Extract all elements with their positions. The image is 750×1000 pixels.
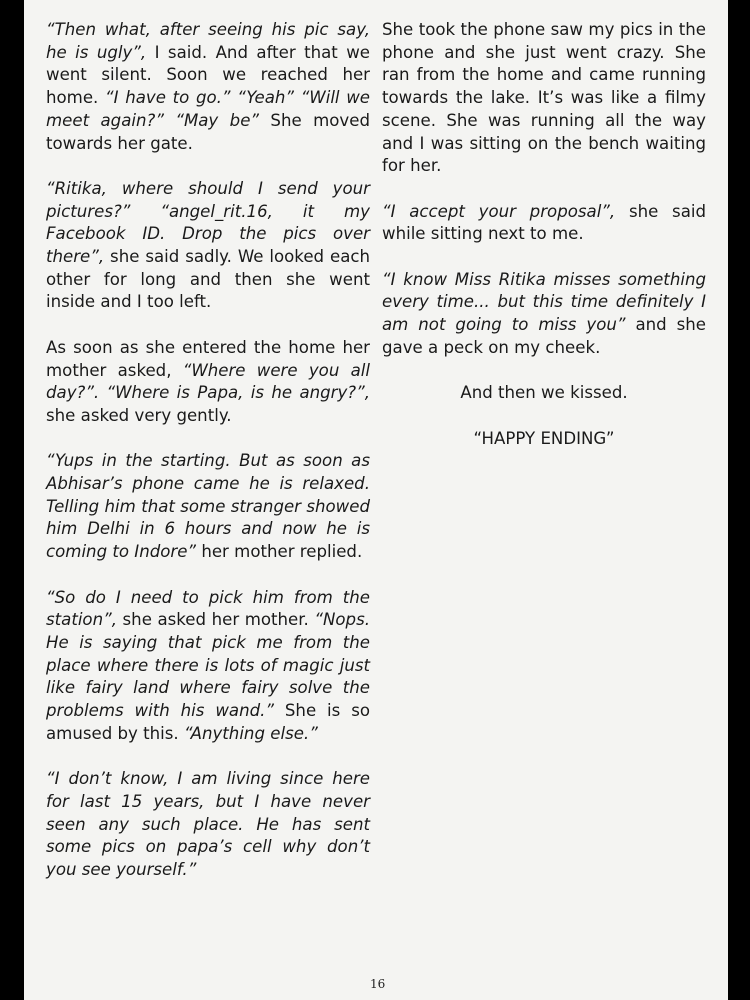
quote-text: “I have to go.” <box>105 88 231 108</box>
paragraph <box>382 269 706 360</box>
narration-text: she said sadly. We looked each other for long and then she went inside and I too left. <box>46 247 370 312</box>
quote-text: “Ritika, where should I send your pictures?” “angel_rit.16, it my Facebook ID. Drop the pics over there”, <box>46 178 370 267</box>
quote-text: “Anything else.” <box>183 723 318 743</box>
paragraph <box>46 19 370 155</box>
paragraph <box>46 768 370 882</box>
paragraph <box>382 382 706 405</box>
quote-text: “Nops. He is saying that pick me from the place where there is lots of magic just like fairy land where fairy solve the problems with his wand.” <box>46 610 370 721</box>
paragraph <box>46 450 370 564</box>
paragraph <box>46 178 370 314</box>
narration-text: she said while sitting next to me. <box>382 201 707 244</box>
quote-text: “I don’t know, I am living since here for last 15 years, but I have never seen any such place. He has sent some pics on papa’s cell why don’t you see yourself.” <box>46 769 370 879</box>
paragraph <box>382 428 706 451</box>
right-column <box>382 19 706 473</box>
narration-text: I said. And after that we went silent. Soon we reached her home. <box>46 42 370 108</box>
paragraph <box>382 201 706 246</box>
narration-text: She took the phone saw my pics in the phone and she just went crazy. She ran from the home and came running towards the lake. It’s was like a filmy scene. She was running all the way and I was sitting on the bench waiting for her. <box>382 20 706 176</box>
narration-text: As soon as she entered the home her mother asked, <box>46 337 370 380</box>
ending-text: “HAPPY ENDING” <box>473 428 615 448</box>
quote-text: “Will we meet again?” <box>46 88 371 130</box>
page-number: 16 <box>370 977 386 991</box>
narration-text: And then we kissed. <box>460 383 628 403</box>
left-column <box>46 19 370 904</box>
quote-text: “So do I need to pick him from the station”, <box>46 587 370 630</box>
quote-text: “Yups in the starting. But as soon as Abhisar’s phone came he is relaxed. Telling him that some stranger showed him Delhi in 6 hours and now he is coming to Indore” <box>46 451 370 562</box>
quote-text: “I know Miss Ritika misses something every time... but this time definitely I am not going to miss you” <box>382 269 706 335</box>
narration-text: she asked her mother. <box>116 610 309 630</box>
book-page <box>24 0 728 1000</box>
paragraph <box>46 587 370 746</box>
quote-text: “May be” <box>175 110 260 130</box>
quote-text: “Yeah” <box>237 88 294 108</box>
quote-text: “I accept your proposal”, <box>382 201 616 221</box>
narration-text: She is so amused by this. <box>46 701 370 743</box>
paragraph <box>46 337 370 428</box>
narration-text: she asked very gently. <box>46 405 232 425</box>
quote-text: “Then what, after seeing his pic say, he is ugly”, <box>46 20 370 62</box>
narration-text: and she gave a peck on my cheek. <box>382 315 706 357</box>
narration-text: her mother replied. <box>201 542 363 562</box>
narration-text: She moved towards her gate. <box>46 110 370 153</box>
paragraph <box>382 19 706 178</box>
quote-text: “Where were you all day?”. “Where is Papa, is he angry?”, <box>46 360 370 403</box>
